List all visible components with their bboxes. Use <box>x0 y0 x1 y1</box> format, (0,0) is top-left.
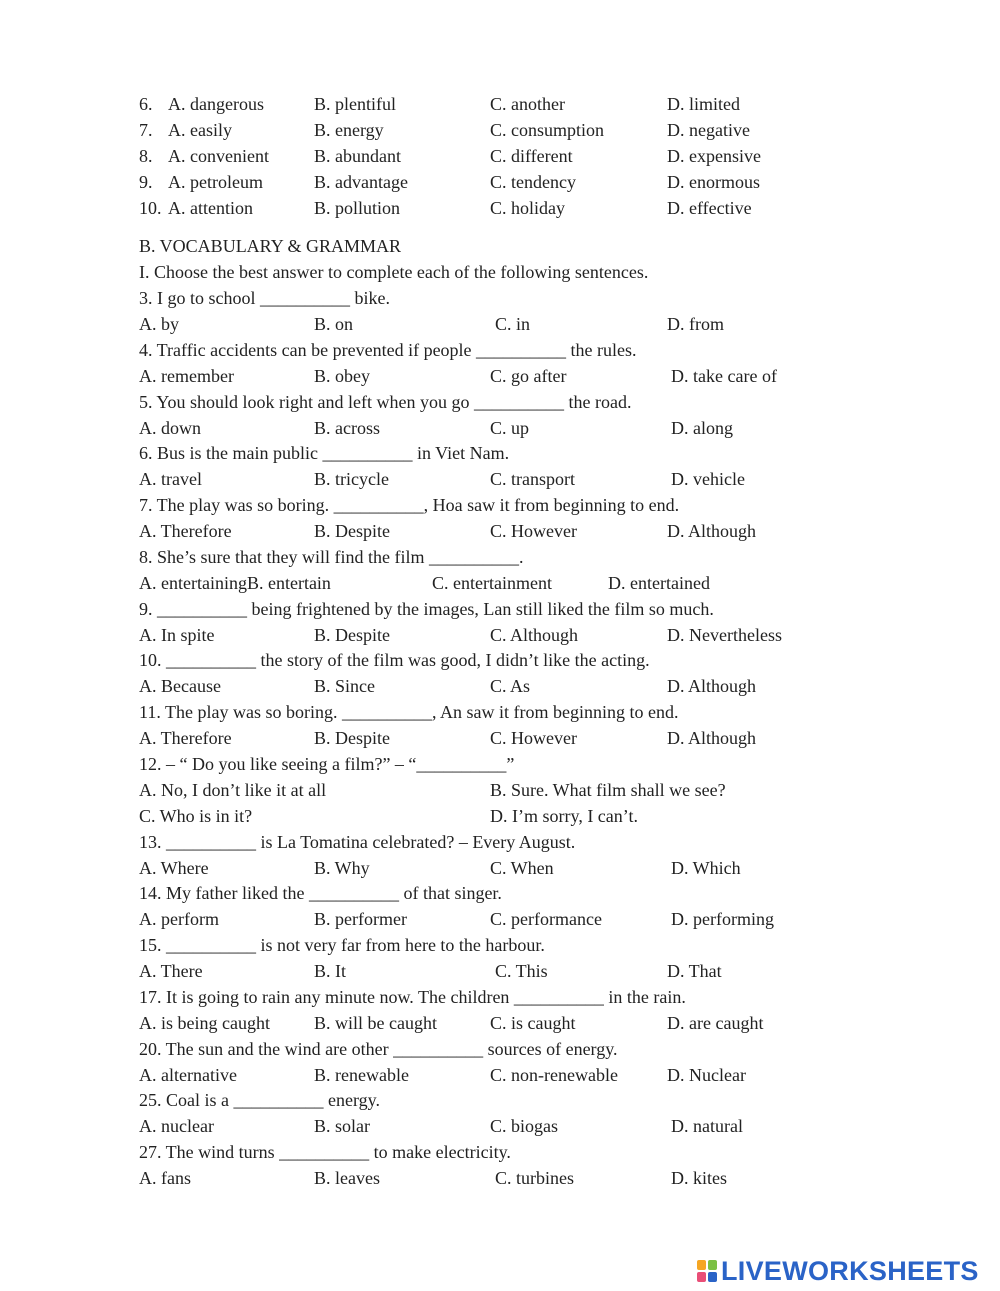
question-text: 5. You should look right and left when you go __________ the road. <box>139 392 632 412</box>
question-options <box>0 363 1000 389</box>
question-options <box>0 415 1000 441</box>
option-b: B. Despite <box>314 728 390 748</box>
option-b: B. Why <box>314 858 370 878</box>
option-c: C. up <box>490 418 530 438</box>
option-a: A. petroleum <box>168 172 263 192</box>
option-b: B. will be caught <box>314 1013 437 1033</box>
option-a: A. No, I don’t like it at all <box>139 780 327 800</box>
option-a: A. is being caught <box>139 1013 270 1033</box>
option-a: A. remember <box>139 366 234 386</box>
section-instruction <box>0 259 1000 285</box>
option-d: D. negative <box>667 120 750 140</box>
option-d: D. Although <box>667 728 757 748</box>
question-stem <box>0 596 1000 622</box>
option-a: A. fans <box>139 1168 191 1188</box>
option-d: D. from <box>667 314 724 334</box>
section-heading-text: B. VOCABULARY & GRAMMAR <box>139 236 402 256</box>
question-options <box>0 518 1000 544</box>
option-a: A. convenient <box>168 146 269 166</box>
option-d: D. take care of <box>671 366 777 386</box>
question-text: 27. The wind turns __________ to make electricity. <box>139 1142 511 1162</box>
option-b: B. advantage <box>314 172 408 192</box>
option-a: A. perform <box>139 909 219 929</box>
option-c: C. As <box>490 676 531 696</box>
question-text: 13. __________ is La Tomatina celebrated? – Every August. <box>139 832 576 852</box>
option-b: B. renewable <box>314 1065 409 1085</box>
option-b: B. on <box>314 314 354 334</box>
logo-square-2 <box>708 1260 717 1270</box>
option-c: C. biogas <box>490 1116 559 1136</box>
question-stem <box>0 699 1000 725</box>
option-a: A. Therefore <box>139 521 232 541</box>
logo-square-4 <box>708 1272 717 1282</box>
question-text: 17. It is going to rain any minute now. The children __________ in the rain. <box>139 987 686 1007</box>
option-c: C. transport <box>490 469 575 489</box>
question-options <box>0 1165 1000 1191</box>
option-c: C. However <box>490 521 577 541</box>
option-d: D. Nuclear <box>667 1065 746 1085</box>
question-stem <box>0 932 1000 958</box>
option-c: C. This <box>495 961 548 981</box>
phonetics-row <box>0 91 1000 117</box>
logo-mark-icon <box>697 1260 717 1282</box>
logo-text: LIVEWORKSHEETS <box>721 1256 979 1286</box>
question-stem <box>0 492 1000 518</box>
question-text: 11. The play was so boring. __________, An saw it from beginning to end. <box>139 702 679 722</box>
option-d: D. Which <box>671 858 741 878</box>
option-c: C. go after <box>490 366 567 386</box>
option-a: A. Where <box>139 858 209 878</box>
item-number: 10. <box>139 198 162 218</box>
option-a-b: A. entertainingB. entertain <box>139 573 331 593</box>
phonetics-row <box>0 195 1000 221</box>
section-heading <box>0 233 1000 259</box>
question-stem <box>0 1036 1000 1062</box>
option-c: C. performance <box>490 909 602 929</box>
option-a: A. Because <box>139 676 221 696</box>
question-stem <box>0 389 1000 415</box>
option-d: D. Nevertheless <box>667 625 782 645</box>
option-b: B. plentiful <box>314 94 396 114</box>
question-stem <box>0 647 1000 673</box>
question-stem <box>0 1139 1000 1165</box>
item-number: 9. <box>139 172 153 192</box>
question-text: 15. __________ is not very far from here to the harbour. <box>139 935 545 955</box>
option-a: A. easily <box>168 120 232 140</box>
question-options <box>0 622 1000 648</box>
question-options <box>0 906 1000 932</box>
option-b: B. leaves <box>314 1168 380 1188</box>
question-options <box>0 570 1000 596</box>
question-stem <box>0 544 1000 570</box>
option-c: C. turbines <box>495 1168 574 1188</box>
option-c: C. in <box>495 314 531 334</box>
option-c: C. tendency <box>490 172 576 192</box>
question-text: 10. __________ the story of the film was good, I didn’t like the acting. <box>139 650 650 670</box>
option-c: C. non-renewable <box>490 1065 618 1085</box>
question-text: 8. She’s sure that they will find the film __________. <box>139 547 524 567</box>
phonetics-row <box>0 143 1000 169</box>
option-d: D. That <box>667 961 722 981</box>
question-options <box>0 777 1000 803</box>
option-d: D. Although <box>667 676 757 696</box>
item-number: 6. <box>139 94 153 114</box>
question-stem <box>0 337 1000 363</box>
option-a: A. by <box>139 314 179 334</box>
question-options <box>0 1113 1000 1139</box>
item-number: 7. <box>139 120 153 140</box>
question-options <box>0 466 1000 492</box>
option-a: A. There <box>139 961 203 981</box>
option-d: D. natural <box>671 1116 743 1136</box>
logo-square-1 <box>697 1260 706 1270</box>
option-a: A. dangerous <box>168 94 264 114</box>
option-d: D. entertained <box>608 573 710 593</box>
question-options <box>0 1062 1000 1088</box>
question-text: 20. The sun and the wind are other __________ sources of energy. <box>139 1039 618 1059</box>
question-text: 9. __________ being frightened by the images, Lan still liked the film so much. <box>139 599 714 619</box>
option-a: A. alternative <box>139 1065 237 1085</box>
logo-square-3 <box>697 1272 706 1282</box>
question-options <box>0 1010 1000 1036</box>
option-b: B. Sure. What film shall we see? <box>490 780 726 800</box>
liveworksheets-logo <box>697 1257 979 1285</box>
option-a: A. nuclear <box>139 1116 214 1136</box>
option-b: B. across <box>314 418 380 438</box>
question-text: 7. The play was so boring. __________, Hoa saw it from beginning to end. <box>139 495 680 515</box>
question-stem <box>0 880 1000 906</box>
option-b: B. tricycle <box>314 469 389 489</box>
option-b: B. obey <box>314 366 370 386</box>
section-instruction-text: I. Choose the best answer to complete each of the following sentences. <box>139 262 649 282</box>
question-stem <box>0 829 1000 855</box>
option-b: B. pollution <box>314 198 401 218</box>
option-b: B. abundant <box>314 146 401 166</box>
question-text: 14. My father liked the __________ of that singer. <box>139 883 502 903</box>
option-b: B. energy <box>314 120 384 140</box>
question-text: 4. Traffic accidents can be prevented if people __________ the rules. <box>139 340 637 360</box>
option-a: A. In spite <box>139 625 215 645</box>
option-c: C. However <box>490 728 577 748</box>
question-options <box>0 673 1000 699</box>
option-d: D. vehicle <box>671 469 745 489</box>
option-d: D. enormous <box>667 172 760 192</box>
option-c: C. holiday <box>490 198 565 218</box>
option-c: C. consumption <box>490 120 605 140</box>
option-b: B. Despite <box>314 625 390 645</box>
option-a: A. down <box>139 418 201 438</box>
option-c: C. is caught <box>490 1013 576 1033</box>
question-stem <box>0 984 1000 1010</box>
question-text: 6. Bus is the main public __________ in Viet Nam. <box>139 443 510 463</box>
question-options <box>0 725 1000 751</box>
question-stem <box>0 751 1000 777</box>
option-c: C. another <box>490 94 565 114</box>
option-d: D. limited <box>667 94 740 114</box>
option-c: C. entertainment <box>432 573 552 593</box>
option-c: C. different <box>490 146 573 166</box>
question-stem <box>0 440 1000 466</box>
option-b: B. It <box>314 961 347 981</box>
question-stem <box>0 285 1000 311</box>
question-text: 3. I go to school __________ bike. <box>139 288 390 308</box>
option-b: B. solar <box>314 1116 370 1136</box>
option-d: D. are caught <box>667 1013 764 1033</box>
option-d: D. effective <box>667 198 752 218</box>
question-text: 25. Coal is a __________ energy. <box>139 1090 380 1110</box>
option-a: A. Therefore <box>139 728 232 748</box>
option-c: C. When <box>490 858 554 878</box>
option-b: B. performer <box>314 909 407 929</box>
option-d: D. along <box>671 418 733 438</box>
question-options <box>0 803 1000 829</box>
question-options <box>0 958 1000 984</box>
phonetics-row <box>0 117 1000 143</box>
option-c: C. Who is in it? <box>139 806 253 826</box>
question-options <box>0 311 1000 337</box>
option-b: B. Despite <box>314 521 390 541</box>
option-c: C. Although <box>490 625 579 645</box>
item-number: 8. <box>139 146 153 166</box>
question-options <box>0 855 1000 881</box>
question-text: 12. – “ Do you like seeing a film?” – “__________” <box>139 754 515 774</box>
option-d: D. expensive <box>667 146 761 166</box>
option-a: A. travel <box>139 469 202 489</box>
option-d: D. Although <box>667 521 757 541</box>
option-d: D. kites <box>671 1168 727 1188</box>
option-b: B. Since <box>314 676 375 696</box>
option-d: D. I’m sorry, I can’t. <box>490 806 638 826</box>
question-stem <box>0 1087 1000 1113</box>
option-d: D. performing <box>671 909 774 929</box>
option-a: A. attention <box>168 198 253 218</box>
phonetics-row <box>0 169 1000 195</box>
